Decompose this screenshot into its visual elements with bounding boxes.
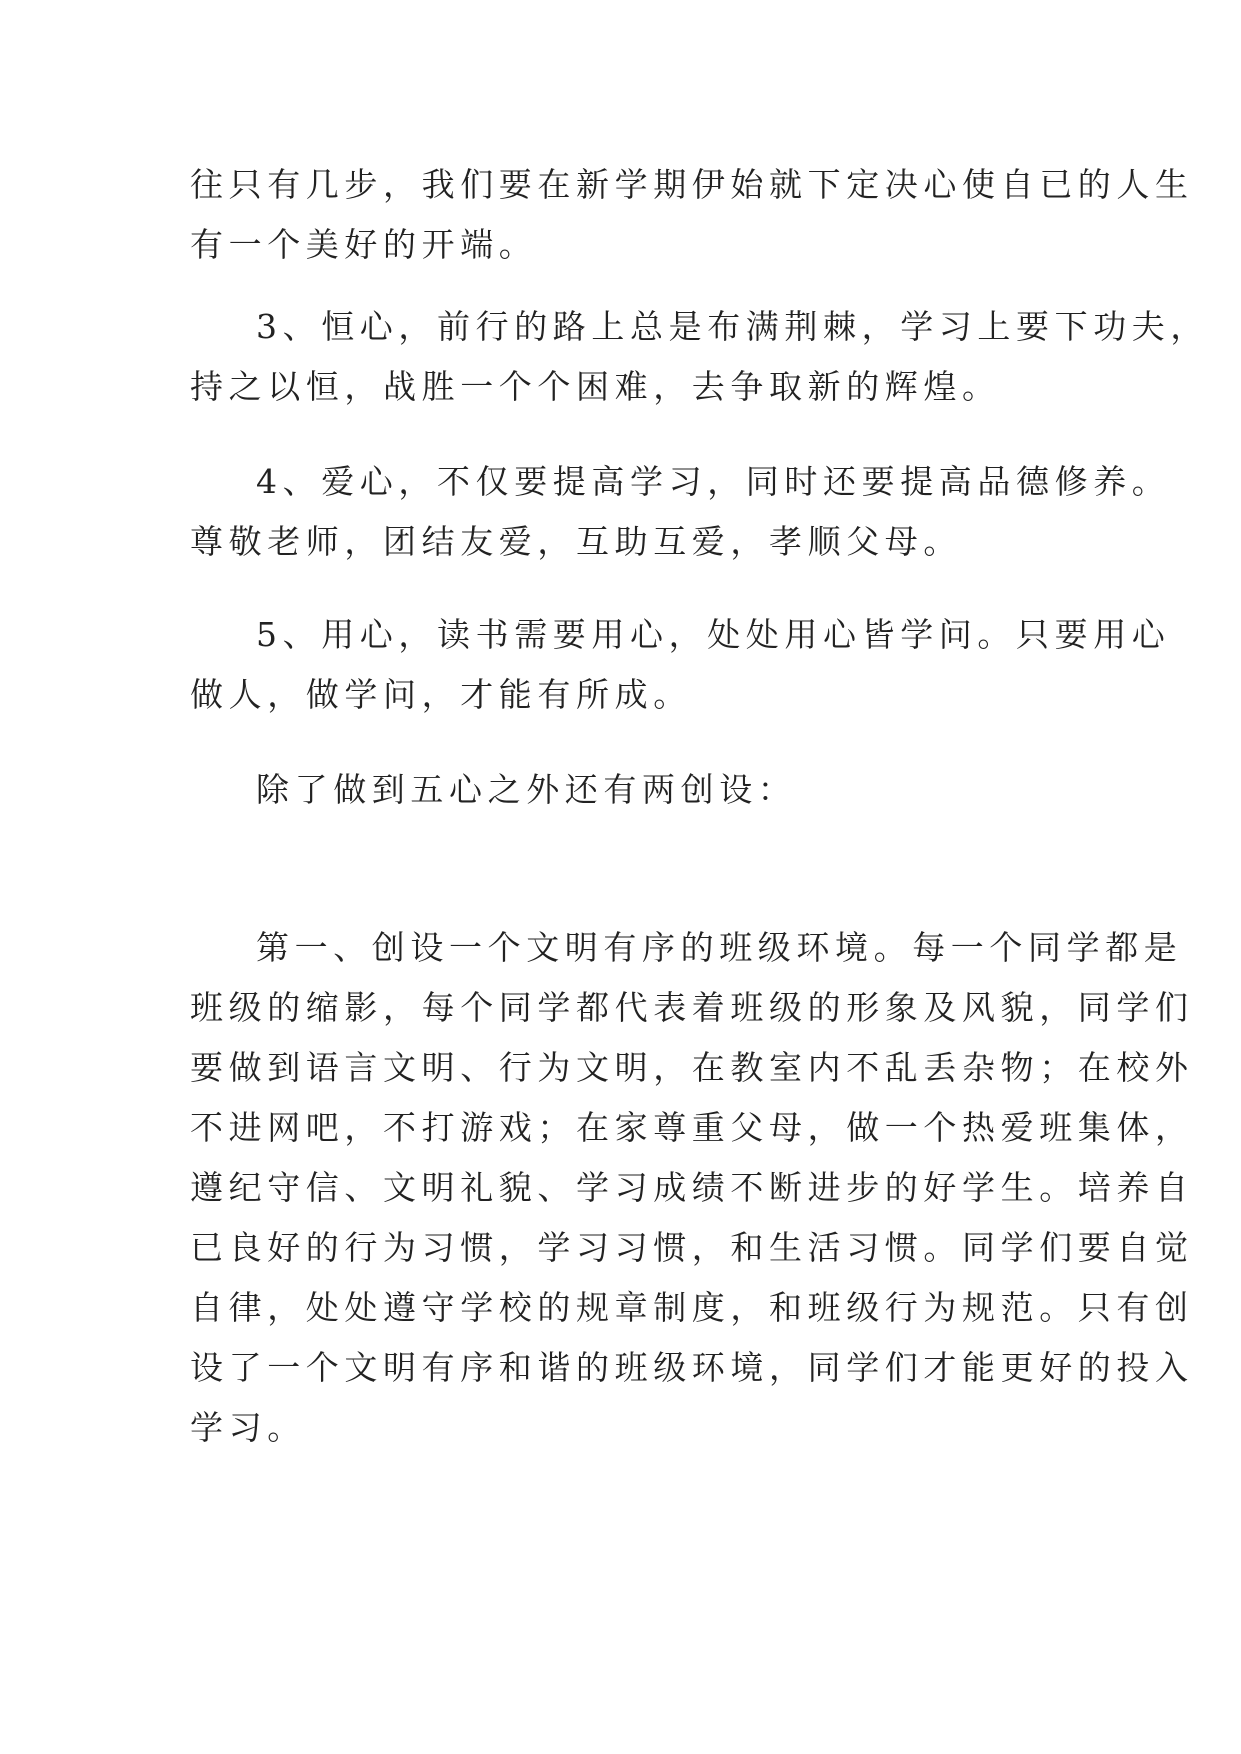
text-line: 遵纪守信、文明礼貌、学习成绩不断进步的好学生。培养自 [190, 1168, 1194, 1207]
text-line: 5、用心，读书需要用心，处处用心皆学问。只要用心 [256, 615, 1171, 654]
text-line: 持之以恒，战胜一个个困难，去争取新的辉煌。 [190, 367, 1001, 406]
text-line: 做人，做学问，才能有所成。 [190, 675, 692, 714]
text-line: 尊敬老师，团结友爱，互助互爱，孝顺父母。 [190, 522, 962, 561]
paragraph-item-5 [190, 605, 1170, 725]
text-line: 第一、创设一个文明有序的班级环境。每一个同学都是 [256, 928, 1183, 967]
text-line: 要做到语言文明、行为文明，在教室内不乱丢杂物；在校外 [190, 1048, 1194, 1087]
paragraph-item-4 [190, 452, 1170, 572]
paragraph-continuation [190, 155, 1194, 275]
text-line: 3、恒心，前行的路上总是布满荆棘，学习上要下功夫， [256, 307, 1209, 346]
text-line: 不进网吧，不打游戏；在家尊重父母，做一个热爱班集体， [190, 1108, 1194, 1147]
text-line: 有一个美好的开端。 [190, 225, 538, 264]
text-line: 学习。 [190, 1408, 306, 1447]
paragraph-first-initiative [190, 918, 1194, 1458]
text-line: 班级的缩影，每个同学都代表着班级的形象及风貌，同学们 [190, 988, 1194, 1027]
text-line: 往只有几步，我们要在新学期伊始就下定决心使自已的人生 [190, 165, 1194, 204]
text-line: 已良好的行为习惯，学习习惯，和生活习惯。同学们要自觉 [190, 1228, 1194, 1267]
text-line: 除了做到五心之外还有两创设： [256, 770, 797, 809]
text-line: 自律，处处遵守学校的规章制度，和班级行为规范。只有创 [190, 1288, 1194, 1327]
text-line: 设了一个文明有序和谐的班级环境，同学们才能更好的投入 [190, 1348, 1194, 1387]
text-line: 4、爱心，不仅要提高学习，同时还要提高品德修养。 [256, 462, 1171, 501]
paragraph-item-3 [190, 297, 1209, 417]
paragraph-intro [190, 760, 796, 820]
